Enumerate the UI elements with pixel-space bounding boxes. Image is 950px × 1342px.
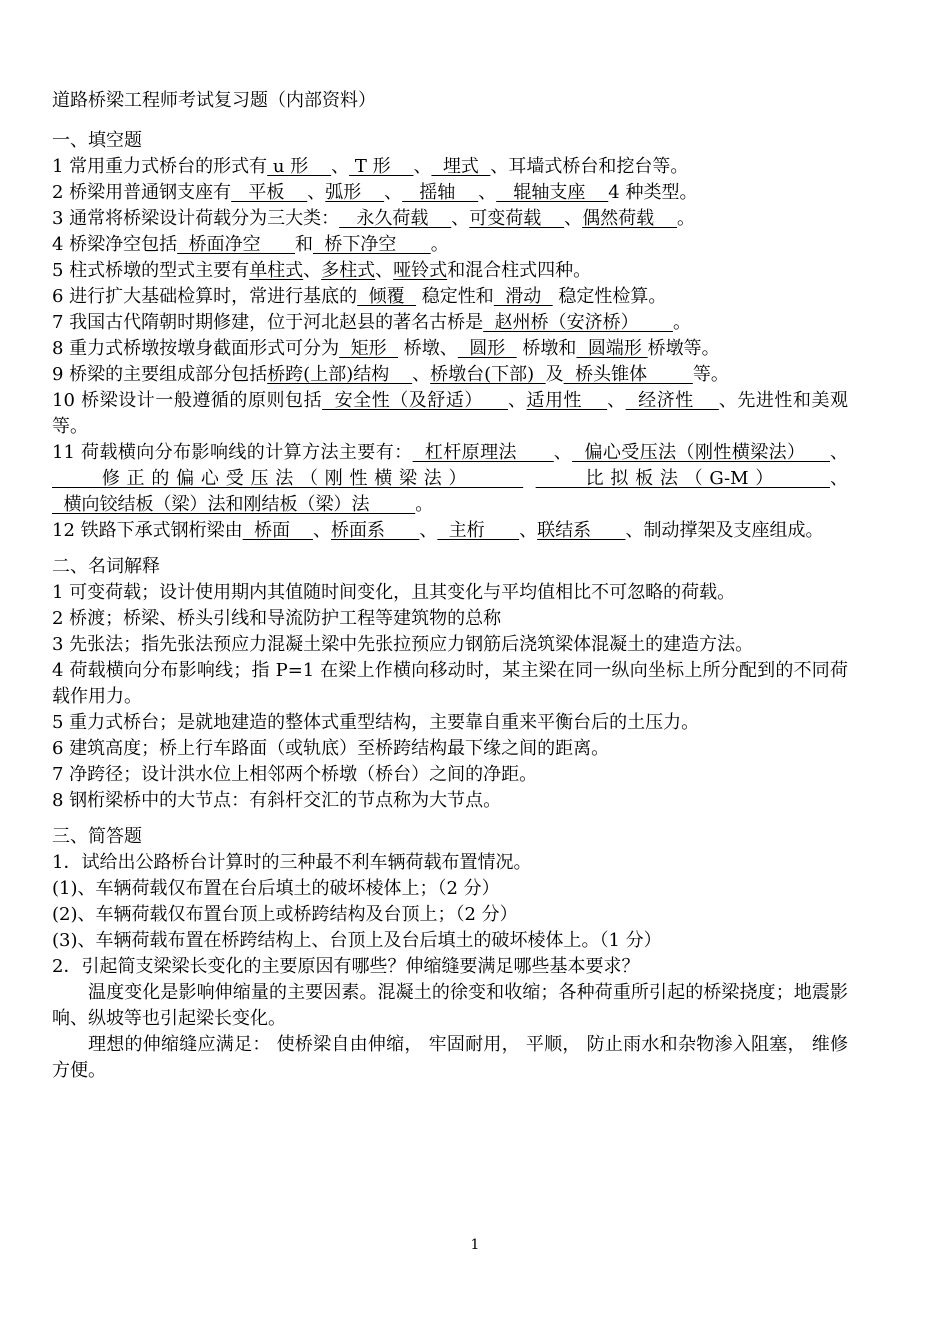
paragraph bbox=[52, 928, 848, 954]
paragraph bbox=[52, 284, 848, 310]
text-run: 桥墩、 bbox=[398, 338, 458, 359]
text-run: 3 先张法；指先张法预应力混凝土梁中先张拉预应力钢筋后浇筑梁体混凝土的建造方法。 bbox=[52, 634, 754, 655]
text-run: (2)、车辆荷载仅布置台顶上或桥跨结构及台顶上；（2 分） bbox=[52, 904, 518, 925]
text-run: 6 进行扩大基础检算时，常进行基底的 bbox=[52, 286, 358, 307]
text-run: 7 我国古代隋朝时期修建，位于河北赵县的著名古桥是 bbox=[52, 312, 484, 333]
text-run: 等。 bbox=[692, 364, 729, 385]
text-run: 8 钢桁梁桥中的大节点：有斜杆交汇的节点称为大节点。 bbox=[52, 790, 502, 811]
text-run: 4 荷载横向分布影响线；指 P=1 在梁上作横向移动时，某主梁在同一纵向坐标上所分配到的不同荷载作用力。 bbox=[52, 660, 848, 707]
document-body bbox=[52, 128, 848, 1084]
text-run bbox=[523, 468, 535, 489]
answer-blank: 横向铰结板（梁）法和刚结板（梁）法 bbox=[52, 494, 416, 515]
text-run: 稳定性和 bbox=[416, 286, 494, 307]
answer-blank: 经济性 bbox=[625, 390, 719, 411]
answer-blank: 圆端形 bbox=[576, 338, 648, 359]
text-run: 、耳墙式桥台和挖台等。 bbox=[490, 156, 689, 177]
answer-blank: 矩形 bbox=[339, 338, 399, 359]
text-run: (1)、车辆荷载仅布置在台后填土的破坏棱体上；（2 分） bbox=[52, 878, 500, 899]
text-run: 4 种类型。 bbox=[608, 182, 698, 203]
section-heading: 二、名词解释 bbox=[52, 556, 160, 577]
text-run: 7 净跨径；设计洪水位上相邻两个桥墩（桥台）之间的净距。 bbox=[52, 764, 538, 785]
answer-blank: 辊轴支座 bbox=[496, 182, 609, 203]
paragraph bbox=[52, 258, 848, 284]
text-run: 、 bbox=[331, 156, 350, 177]
answer-blank: 桥头锥体 bbox=[563, 364, 693, 385]
answer-blank: 主桁 bbox=[437, 520, 520, 541]
document-page bbox=[52, 88, 848, 1084]
answer-blank: 偏心受压法（刚性横梁法） bbox=[572, 442, 831, 463]
paragraph bbox=[52, 232, 848, 258]
text-run: 、 bbox=[312, 520, 331, 541]
answer-blank: 埋式 bbox=[431, 156, 491, 177]
answer-blank: 桥跨(上部)结构 bbox=[267, 364, 413, 385]
text-run: 5 柱式桥墩的型式主要有 bbox=[52, 260, 250, 281]
answer-blank: 桥下净空 bbox=[312, 234, 431, 255]
text-run: 稳定性检算。 bbox=[552, 286, 667, 307]
answer-blank: 赵州桥（安济桥） bbox=[483, 312, 673, 333]
answer-blank: 可变荷载 bbox=[469, 208, 565, 229]
text-run: 、 bbox=[830, 442, 849, 463]
paragraph bbox=[52, 362, 848, 388]
answer-blank: u 形 bbox=[267, 156, 332, 177]
text-run: 12 铁路下承式钢桁梁由 bbox=[52, 520, 243, 541]
text-run: 和 bbox=[294, 234, 313, 255]
text-run: 6 建筑高度；桥上行车路面（或轨底）至桥跨结构最下缘之间的距离。 bbox=[52, 738, 610, 759]
answer-blank: 联结系 bbox=[537, 520, 626, 541]
answer-blank: 桥面 bbox=[242, 520, 313, 541]
paragraph bbox=[52, 954, 848, 980]
text-run: 、 bbox=[451, 208, 470, 229]
text-run: 2．引起简支梁梁长变化的主要原因有哪些？伸缩缝要满足哪些基本要求？ bbox=[52, 956, 640, 977]
paragraph bbox=[52, 310, 848, 336]
answer-blank: 桥面净空 bbox=[177, 234, 295, 255]
text-run: 、 bbox=[607, 390, 626, 411]
paragraph bbox=[52, 850, 848, 876]
answer-blank: 适用性 bbox=[526, 390, 608, 411]
paragraph bbox=[52, 518, 848, 544]
paragraph bbox=[52, 440, 848, 518]
text-run: 温度变化是影响伸缩量的主要因素。混凝土的徐变和收缩；各种荷重所引起的桥梁挠度；地震影响、纵坡等也引起梁长变化。 bbox=[52, 982, 848, 1029]
text-run: 、 bbox=[413, 156, 432, 177]
answer-blank: 倾覆 bbox=[357, 286, 417, 307]
text-run: 3 通常将桥梁设计荷载分为三大类： bbox=[52, 208, 340, 229]
paragraph bbox=[52, 736, 848, 762]
text-run: 理想的伸缩缝应满足： 使桥梁自由伸缩， 牢固耐用， 平顺， 防止雨水和杂物渗入阻塞， 维修方便。 bbox=[52, 1034, 848, 1081]
paragraph bbox=[52, 180, 848, 206]
text-run: 。 bbox=[430, 234, 449, 255]
text-run: 1．试给出公路桥台计算时的三种最不利车辆荷载布置情况。 bbox=[52, 852, 532, 873]
answer-blank: T 形 bbox=[349, 156, 414, 177]
text-run: 及 bbox=[545, 364, 564, 385]
answer-blank: 修正的偏心受压法（刚性横梁法） bbox=[52, 468, 524, 489]
page-number: 1 bbox=[470, 1237, 480, 1253]
paragraph bbox=[52, 710, 848, 736]
answer-blank: 偶然荷载 bbox=[582, 208, 678, 229]
text-run: 、 bbox=[375, 260, 394, 281]
text-run: (3)、车辆荷载布置在桥跨结构上、台顶上及台后填土的破坏棱体上。（1 分） bbox=[52, 930, 662, 951]
text-run: 、 bbox=[553, 442, 573, 463]
document-title: 道路桥梁工程师考试复习题（内部资料） bbox=[52, 90, 376, 111]
text-run: 。 bbox=[677, 208, 696, 229]
text-run: 、制动撑架及支座组成。 bbox=[625, 520, 824, 541]
text-run: 10 桥梁设计一般遵循的原则包括 bbox=[52, 390, 323, 411]
answer-blank: 摇轴 bbox=[402, 182, 479, 203]
paragraph bbox=[52, 788, 848, 814]
answer-blank: 杠杆原理法 bbox=[412, 442, 554, 463]
paragraph bbox=[52, 1032, 848, 1084]
text-run: 桥墩等。 bbox=[647, 338, 720, 359]
text-run: 2 桥梁用普通钢支座有 bbox=[52, 182, 232, 203]
text-run: 5 重力式桥台；是就地建造的整体式重型结构，主要靠自重来平衡台后的土压力。 bbox=[52, 712, 700, 733]
paragraph bbox=[52, 980, 848, 1032]
text-run: 、 bbox=[564, 208, 583, 229]
text-run: 1 可变荷载；设计使用期内其值随时间变化，且其变化与平均值相比不可忽略的荷载。 bbox=[52, 582, 736, 603]
text-run: 、 bbox=[412, 364, 431, 385]
text-run: 9 桥梁的主要组成部分包括 bbox=[52, 364, 268, 385]
text-run: 1 常用重力式桥台的形式有 bbox=[52, 156, 268, 177]
text-run: 、 bbox=[303, 260, 322, 281]
paragraph bbox=[52, 206, 848, 232]
text-run: 11 荷载横向分布影响线的计算方法主要有： bbox=[52, 442, 413, 463]
answer-blank: 比拟板法（G-M） bbox=[535, 468, 830, 489]
answer-blank: 哑铃式 bbox=[393, 260, 448, 281]
text-run: 。 bbox=[672, 312, 691, 333]
answer-blank: 圆形 bbox=[457, 338, 517, 359]
paragraph bbox=[52, 388, 848, 440]
answer-blank: 桥墩台(下部) bbox=[430, 364, 546, 385]
paragraph bbox=[52, 658, 848, 710]
text-run: 、 bbox=[830, 468, 848, 489]
text-run: 、 bbox=[519, 520, 538, 541]
text-run: 、 bbox=[384, 182, 403, 203]
answer-blank: 安全性（及舒适） bbox=[322, 390, 508, 411]
text-run: 。 bbox=[415, 494, 434, 515]
paragraph bbox=[52, 902, 848, 928]
paragraph bbox=[52, 762, 848, 788]
text-run: 和混合柱式四种。 bbox=[447, 260, 592, 281]
section-heading: 一、填空题 bbox=[52, 130, 142, 151]
section-heading: 三、简答题 bbox=[52, 826, 142, 847]
text-run: 8 重力式桥墩按墩身截面形式可分为 bbox=[52, 338, 340, 359]
text-run: 4 桥梁净空包括 bbox=[52, 234, 178, 255]
paragraph bbox=[52, 154, 848, 180]
answer-blank: 永久荷载 bbox=[339, 208, 452, 229]
paragraph bbox=[52, 632, 848, 658]
paragraph bbox=[52, 606, 848, 632]
text-run: 2 桥渡；桥梁、桥头引线和导流防护工程等建筑物的总称 bbox=[52, 608, 502, 629]
answer-blank: 滑动 bbox=[493, 286, 553, 307]
paragraph bbox=[52, 580, 848, 606]
paragraph bbox=[52, 336, 848, 362]
text-run: 、 bbox=[419, 520, 438, 541]
answer-blank: 单柱式 bbox=[249, 260, 304, 281]
text-run: 、 bbox=[507, 390, 527, 411]
text-run: 、先进性和美观等。 bbox=[52, 390, 849, 437]
answer-blank: 平板 bbox=[231, 182, 308, 203]
paragraph bbox=[52, 876, 848, 902]
text-run: 、 bbox=[478, 182, 497, 203]
text-run: 、 bbox=[307, 182, 326, 203]
text-run: 桥墩和 bbox=[516, 338, 577, 359]
answer-blank: 多柱式 bbox=[321, 260, 376, 281]
answer-blank: 桥面系 bbox=[330, 520, 420, 541]
answer-blank: 弧形 bbox=[325, 182, 385, 203]
